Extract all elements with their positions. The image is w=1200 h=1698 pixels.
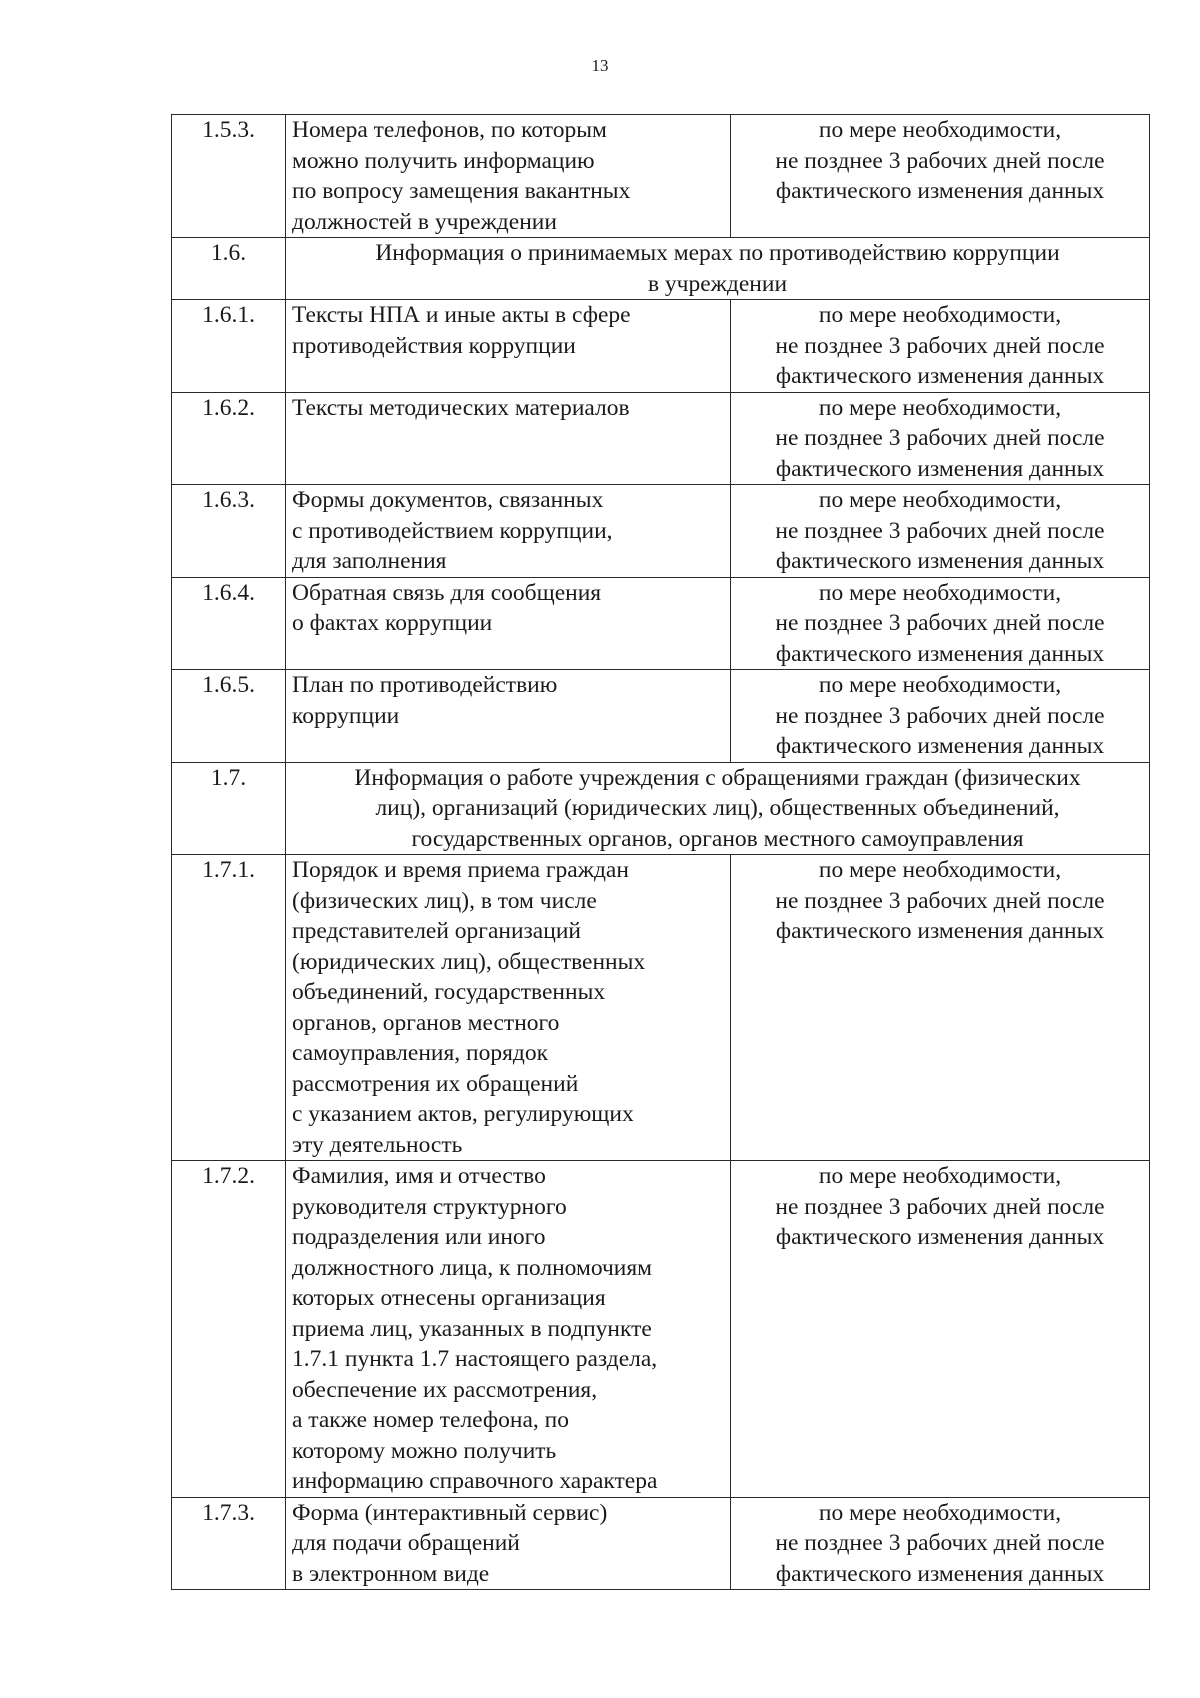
section-row <box>172 238 1150 300</box>
section-title: Информация о принимаемых мерах по противодействию коррупции в учреждении <box>286 238 1150 300</box>
table-row <box>172 1161 1150 1498</box>
item-description: Обратная связь для сообщения о фактах коррупции <box>286 577 731 670</box>
item-description: Тексты НПА и иные акты в сфере противодействия коррупции <box>286 300 731 393</box>
item-deadline: по мере необходимости, не позднее 3 рабочих дней после фактического изменения данных <box>731 392 1150 485</box>
item-description: Номера телефонов, по которым можно получить информацию по вопросу замещения вакантных должностей в учреждении <box>286 115 731 238</box>
page-number: 13 <box>591 56 609 75</box>
item-number: 1.6.5. <box>172 670 286 763</box>
item-description: Порядок и время приема граждан (физических лиц), в том числе представителей организаций (юридических лиц), общественных объединений, государственных органов, органов местного самоуправления, порядок рассмотрения их обращений с указанием актов, регулирующих эту деятельность <box>286 855 731 1161</box>
item-description: Фамилия, имя и отчество руководителя структурного подразделения или иного должностного лица, к полномочиям которых отнесены организация приема лиц, указанных в подпункте 1.7.1 пункта 1.7 настоящего раздела, обеспечение их рассмотрения, а также номер телефона, по которому можно получить информацию справочного характера <box>286 1161 731 1498</box>
item-number: 1.6.1. <box>172 300 286 393</box>
item-deadline: по мере необходимости, не позднее 3 рабочих дней после фактического изменения данных <box>731 300 1150 393</box>
section-title: Информация о работе учреждения с обращениями граждан (физических лиц), организаций (юридических лиц), общественных объединений, государственных органов, органов местного самоуправления <box>286 762 1150 855</box>
item-description: Формы документов, связанных с противодействием коррупции, для заполнения <box>286 485 731 578</box>
item-number: 1.7.3. <box>172 1497 286 1590</box>
section-row <box>172 762 1150 855</box>
item-deadline: по мере необходимости, не позднее 3 рабочих дней после фактического изменения данных <box>731 1161 1150 1498</box>
item-description: Тексты методических материалов <box>286 392 731 485</box>
item-number: 1.7.1. <box>172 855 286 1161</box>
item-deadline: по мере необходимости, не позднее 3 рабочих дней после фактического изменения данных <box>731 485 1150 578</box>
table-row <box>172 670 1150 763</box>
table-row <box>172 485 1150 578</box>
table-row <box>172 1497 1150 1590</box>
item-number: 1.6.4. <box>172 577 286 670</box>
table-row <box>172 300 1150 393</box>
item-deadline: по мере необходимости, не позднее 3 рабочих дней после фактического изменения данных <box>731 670 1150 763</box>
section-number: 1.6. <box>172 238 286 300</box>
item-deadline: по мере необходимости, не позднее 3 рабочих дней после фактического изменения данных <box>731 855 1150 1161</box>
section-number: 1.7. <box>172 762 286 855</box>
item-deadline: по мере необходимости, не позднее 3 рабочих дней после фактического изменения данных <box>731 577 1150 670</box>
item-deadline: по мере необходимости, не позднее 3 рабочих дней после фактического изменения данных <box>731 115 1150 238</box>
table-row <box>172 115 1150 238</box>
table-row <box>172 392 1150 485</box>
item-description: План по противодействию коррупции <box>286 670 731 763</box>
table-row <box>172 855 1150 1161</box>
item-number: 1.6.2. <box>172 392 286 485</box>
item-deadline: по мере необходимости, не позднее 3 рабочих дней после фактического изменения данных <box>731 1497 1150 1590</box>
table-row <box>172 577 1150 670</box>
item-number: 1.7.2. <box>172 1161 286 1498</box>
item-number: 1.5.3. <box>172 115 286 238</box>
item-number: 1.6.3. <box>172 485 286 578</box>
disclosure-table <box>171 114 1150 1590</box>
item-description: Форма (интерактивный сервис) для подачи обращений в электронном виде <box>286 1497 731 1590</box>
